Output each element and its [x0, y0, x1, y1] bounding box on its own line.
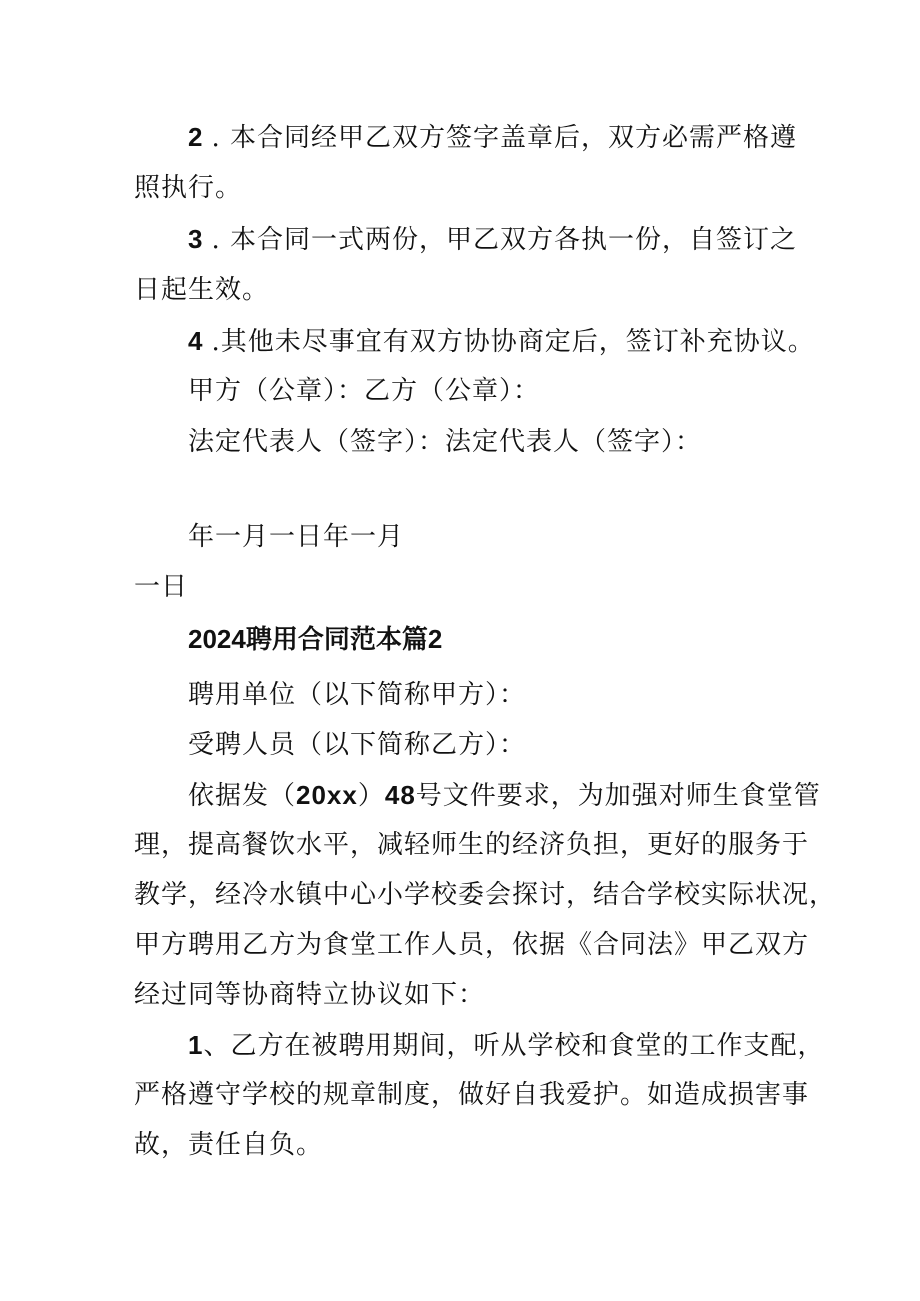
clause-text: . 本合同一式两份，甲乙双方各执一份，自签订之 [211, 225, 797, 255]
clause-number: 3 [188, 224, 204, 254]
intro-line-2: 理，提高餐饮水平，减轻师生的经济负担，更好的服务于 [134, 830, 810, 860]
clause-text: .其他未尽事宜有双方协协商定后，签订补充协议。 [211, 327, 815, 357]
intro-line-3: 教学，经冷水镇中心小学校委会探讨，结合学校实际状况， [134, 880, 837, 910]
section-title: 2024聘用合同范本篇2 [188, 624, 443, 654]
clause-3-line-2: 日起生效。 [134, 275, 270, 305]
intro-line-1-rest: 号文件要求，为加强对师生食堂管 [415, 781, 821, 811]
clause-number: 2 [188, 122, 204, 152]
intro-prefix: 依据发（ [188, 781, 297, 811]
intro-line-4: 甲方聘用乙方为食堂工作人员，依据《合同法》甲乙双方 [134, 930, 810, 960]
seal-line: 甲方（公章）：乙方（公章）： [188, 376, 541, 406]
article-1-line-3: 故，责任自负。 [134, 1130, 324, 1160]
article-text: 、乙方在被聘用期间，听从学校和食堂的工作支配， [203, 1031, 825, 1061]
clause-number: 4 [188, 326, 204, 356]
clause-4-line-1 [188, 324, 815, 359]
date-line-1: 年一月一日年一月 [188, 522, 405, 552]
doc-number: 48 [384, 780, 416, 810]
intro-line-1 [188, 778, 821, 813]
doc-year: 20xx [296, 780, 358, 810]
representative-line: 法定代表人（签字）：法定代表人（签字）： [188, 427, 703, 457]
intro-line-5: 经过同等协商特立协议如下： [134, 980, 486, 1010]
employer-line: 聘用单位（以下简称甲方）： [188, 680, 527, 710]
doc-close: ） [357, 781, 385, 811]
clause-text: . 本合同经甲乙双方签字盖章后，双方必需严格遵 [211, 123, 797, 153]
employee-line: 受聘人员（以下简称乙方）： [188, 730, 527, 760]
date-line-2: 一日 [134, 572, 189, 602]
article-1-line-2: 严格遵守学校的规章制度，做好自我爱护。如造成损害事 [134, 1080, 810, 1110]
article-number: 1 [188, 1030, 204, 1060]
article-1-line-1 [188, 1028, 824, 1063]
clause-2-line-2: 照执行。 [134, 173, 243, 203]
clause-2-line-1 [188, 120, 797, 155]
clause-3-line-1 [188, 222, 797, 257]
